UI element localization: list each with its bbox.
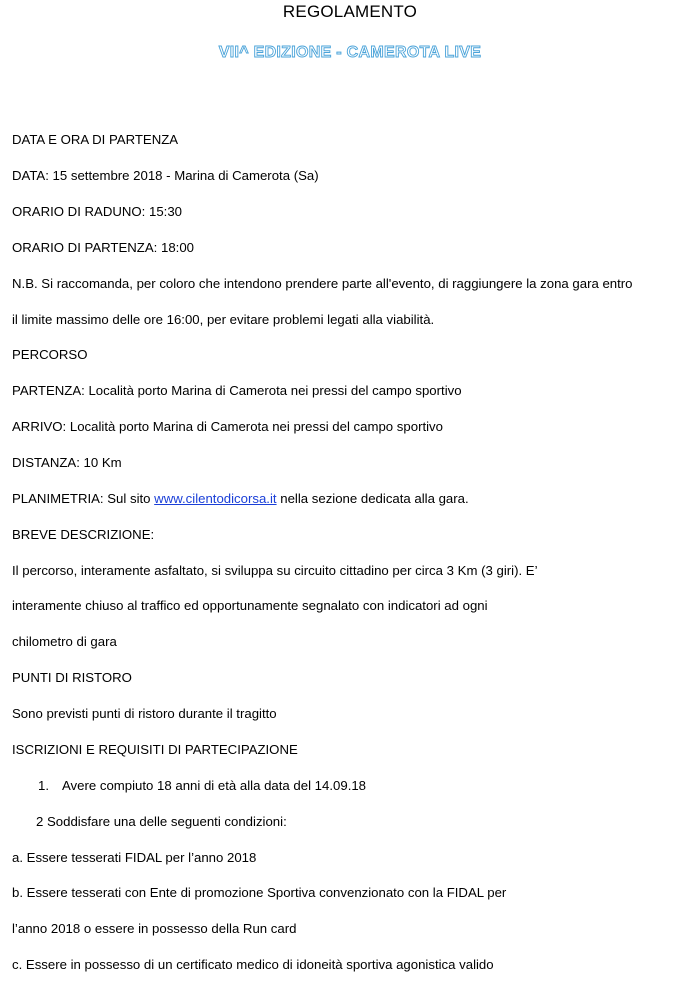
condition-b-line-1: b. Essere tesserati con Ente di promozione Sportiva convenzionato con la FIDAL per [12,885,507,900]
meeting-time-line: ORARIO DI RADUNO: 15:30 [12,204,183,219]
refreshment-line: Sono previsti punti di ristoro durante il tragitto [12,706,277,721]
note-line-2: il limite massimo delle ore 16:00, per evitare problemi legati alla viabilità. [12,312,435,327]
map-line [12,490,469,508]
description-line-2: interamente chiuso al traffico ed opportunamente segnalato con indicatori ad ogni [12,598,488,613]
description-line-1: Il percorso, interamente asfaltato, si sviluppa su circuito cittadino per circa 3 Km (3 giri). E’ [12,563,538,578]
start-time-line: ORARIO DI PARTENZA: 18:00 [12,240,194,255]
map-line-suffix: nella sezione dedicata alla gara. [276,491,469,506]
distance-line: DISTANZA: 10 Km [12,455,122,470]
requirement-item-1 [38,777,366,795]
requirement-text: Avere compiuto 18 anni di età alla data del 14.09.18 [62,778,367,793]
section-heading-route: PERCORSO [12,347,88,362]
edition-subtitle: VII^ EDIZIONE - CAMEROTA LIVE [218,44,482,61]
requirement-number: 1. [38,778,49,793]
section-heading-description: BREVE DESCRIZIONE: [12,527,155,542]
start-location-line: PARTENZA: Località porto Marina di Camerota nei pressi del campo sportivo [12,383,462,398]
requirement-item-2: 2 Soddisfare una delle seguenti condizioni: [36,814,287,829]
note-line-1: N.B. Si raccomanda, per coloro che intendono prendere parte all'evento, di raggiungere la zona gara entro [12,276,633,291]
condition-b-line-2: l’anno 2018 o essere in possesso della Run card [12,921,297,936]
section-heading-refreshment: PUNTI DI RISTORO [12,670,132,685]
website-link[interactable]: www.cilentodicorsa.it [154,491,277,506]
section-heading-registration: ISCRIZIONI E REQUISITI DI PARTECIPAZIONE [12,742,298,757]
page-title: REGOLAMENTO [282,2,418,21]
description-line-3: chilometro di gara [12,634,117,649]
finish-location-line: ARRIVO: Località porto Marina di Camerota nei pressi del campo sportivo [12,419,443,434]
map-line-prefix: PLANIMETRIA: Sul sito [12,491,155,506]
date-line: DATA: 15 settembre 2018 - Marina di Camerota (Sa) [12,168,319,183]
condition-a: a. Essere tesserati FIDAL per l’anno 2018 [12,850,257,865]
condition-c: c. Essere in possesso di un certificato medico di idoneità sportiva agonistica valido [12,957,494,972]
section-heading-departure: DATA E ORA DI PARTENZA [12,132,179,147]
